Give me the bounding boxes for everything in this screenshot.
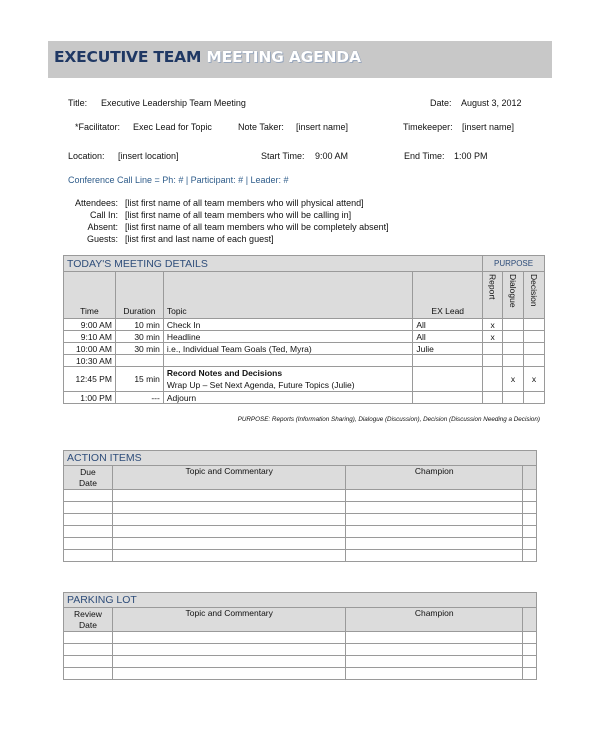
cell bbox=[523, 502, 537, 514]
row-time: 10:00 AM bbox=[64, 343, 116, 355]
cell[interactable] bbox=[346, 644, 523, 656]
col-report-label: Report bbox=[487, 274, 498, 300]
row-topic-line1: Record Notes and Decisions bbox=[166, 368, 283, 378]
cell bbox=[523, 514, 537, 526]
cell bbox=[523, 656, 537, 668]
title-value: Executive Leadership Team Meeting bbox=[101, 98, 246, 108]
cell[interactable] bbox=[346, 526, 523, 538]
cell[interactable] bbox=[112, 526, 346, 538]
row-time: 9:00 AM bbox=[64, 319, 116, 331]
table-row bbox=[64, 656, 537, 668]
row-dialogue: x bbox=[503, 367, 524, 392]
row-topic bbox=[163, 355, 413, 367]
col-lead: EX Lead bbox=[413, 272, 483, 319]
cell[interactable] bbox=[112, 644, 346, 656]
table-row bbox=[64, 668, 537, 680]
cell[interactable] bbox=[64, 550, 113, 562]
callin-value: [list first name of all team members who will be calling in] bbox=[125, 210, 352, 220]
cell bbox=[523, 490, 537, 502]
table-row bbox=[64, 514, 537, 526]
banner-title-part1: EXECUTIVE TEAM bbox=[54, 48, 207, 66]
row-topic: Check In bbox=[163, 319, 413, 331]
col-dialogue bbox=[503, 272, 524, 319]
col-date-label: Date bbox=[78, 477, 97, 488]
col-due-label: Due bbox=[80, 466, 96, 477]
row-lead: All bbox=[413, 319, 483, 331]
row-duration: 10 min bbox=[115, 319, 163, 331]
cell[interactable] bbox=[346, 632, 523, 644]
row-lead bbox=[413, 355, 483, 367]
row-time: 10:30 AM bbox=[64, 355, 116, 367]
table-row bbox=[64, 550, 537, 562]
action-items-heading: ACTION ITEMS bbox=[64, 451, 537, 466]
table-row bbox=[64, 367, 545, 392]
row-topic: Headline bbox=[163, 331, 413, 343]
cell[interactable] bbox=[64, 632, 113, 644]
table-row bbox=[64, 490, 537, 502]
col-date-label: Date bbox=[78, 619, 97, 630]
row-report bbox=[483, 367, 503, 392]
table-row bbox=[64, 355, 545, 367]
cell[interactable] bbox=[64, 490, 113, 502]
cell[interactable] bbox=[112, 668, 346, 680]
col-decision bbox=[524, 272, 545, 319]
col-review-date bbox=[64, 608, 113, 632]
row-time: 1:00 PM bbox=[64, 392, 116, 404]
cell[interactable] bbox=[112, 538, 346, 550]
row-dialogue bbox=[503, 392, 524, 404]
row-report bbox=[483, 343, 503, 355]
cell[interactable] bbox=[64, 656, 113, 668]
cell bbox=[523, 644, 537, 656]
guests-label: Guests: bbox=[86, 234, 118, 244]
cell[interactable] bbox=[112, 514, 346, 526]
attendees-value: [list first name of all team members who will physical attend] bbox=[125, 198, 364, 208]
table-row bbox=[64, 632, 537, 644]
row-duration: 30 min bbox=[115, 343, 163, 355]
cell[interactable] bbox=[346, 538, 523, 550]
callin-label: Call In: bbox=[89, 210, 118, 220]
row-lead: Julie bbox=[413, 343, 483, 355]
cell[interactable] bbox=[64, 526, 113, 538]
purpose-note: PURPOSE: Reports (Information Sharing), Dialogue (Discussion), Decision (Discussion Needing a Decision) bbox=[237, 416, 540, 423]
start-time-value: 9:00 AM bbox=[315, 151, 349, 161]
col-time: Time bbox=[64, 272, 116, 319]
notetaker-value: [insert name] bbox=[296, 122, 349, 132]
row-lead: All bbox=[413, 331, 483, 343]
col-duration: Duration bbox=[115, 272, 163, 319]
row-report bbox=[483, 355, 503, 367]
absent-label: Absent: bbox=[87, 222, 118, 232]
cell[interactable] bbox=[112, 632, 346, 644]
cell[interactable] bbox=[64, 514, 113, 526]
facilitator-label: *Facilitator: bbox=[75, 122, 121, 132]
row-duration: 30 min bbox=[115, 331, 163, 343]
banner-title bbox=[54, 48, 361, 66]
col-topic: Topic bbox=[163, 272, 413, 319]
row-decision bbox=[524, 392, 545, 404]
cell[interactable] bbox=[112, 502, 346, 514]
title-label: Title: bbox=[68, 98, 88, 108]
cell bbox=[523, 526, 537, 538]
col-report bbox=[483, 272, 503, 319]
row-dialogue bbox=[503, 343, 524, 355]
date-value: August 3, 2012 bbox=[461, 98, 522, 108]
row-duration: 15 min bbox=[115, 367, 163, 392]
row-decision bbox=[524, 343, 545, 355]
col-spacer bbox=[523, 466, 537, 490]
facilitator-value: Exec Lead for Topic bbox=[133, 122, 212, 132]
table-row bbox=[64, 319, 545, 331]
row-decision bbox=[524, 331, 545, 343]
cell bbox=[523, 668, 537, 680]
row-duration bbox=[115, 355, 163, 367]
purpose-heading: PURPOSE bbox=[483, 256, 545, 272]
cell[interactable] bbox=[346, 656, 523, 668]
cell[interactable] bbox=[346, 668, 523, 680]
row-report bbox=[483, 392, 503, 404]
row-lead bbox=[413, 367, 483, 392]
cell[interactable] bbox=[346, 514, 523, 526]
cell bbox=[523, 632, 537, 644]
table-row bbox=[64, 502, 537, 514]
table-row bbox=[64, 392, 545, 404]
attendees-label: Attendees: bbox=[74, 198, 118, 208]
start-time-label: Start Time: bbox=[261, 151, 305, 161]
col-topic-commentary: Topic and Commentary bbox=[112, 608, 346, 632]
banner-title-part2: MEETING AGENDA bbox=[206, 48, 361, 66]
col-dialogue-label: Dialogue bbox=[508, 274, 519, 308]
timekeeper-value: [insert name] bbox=[462, 122, 515, 132]
row-decision bbox=[524, 355, 545, 367]
col-champion: Champion bbox=[346, 466, 523, 490]
cell bbox=[523, 550, 537, 562]
cell[interactable] bbox=[112, 550, 346, 562]
row-topic: Adjourn bbox=[163, 392, 413, 404]
col-champion: Champion bbox=[346, 608, 523, 632]
cell[interactable] bbox=[346, 490, 523, 502]
row-time: 9:10 AM bbox=[64, 331, 116, 343]
row-decision bbox=[524, 319, 545, 331]
row-dialogue bbox=[503, 355, 524, 367]
row-lead bbox=[413, 392, 483, 404]
table-row bbox=[64, 331, 545, 343]
end-time-value: 1:00 PM bbox=[454, 151, 488, 161]
row-dialogue bbox=[503, 331, 524, 343]
parking-lot-heading: PARKING LOT bbox=[64, 593, 537, 608]
row-decision: x bbox=[524, 367, 545, 392]
col-due-date bbox=[64, 466, 113, 490]
notetaker-label: Note Taker: bbox=[238, 122, 284, 132]
row-report: x bbox=[483, 319, 503, 331]
cell[interactable] bbox=[112, 490, 346, 502]
location-value: [insert location] bbox=[118, 151, 179, 161]
meeting-details-table bbox=[63, 255, 545, 404]
guests-value: [list first and last name of each guest] bbox=[125, 234, 274, 244]
row-topic: i.e., Individual Team Goals (Ted, Myra) bbox=[163, 343, 413, 355]
row-topic bbox=[163, 367, 413, 392]
cell[interactable] bbox=[346, 550, 523, 562]
end-time-label: End Time: bbox=[404, 151, 445, 161]
timekeeper-label: Timekeeper: bbox=[403, 122, 453, 132]
col-review-label: Review bbox=[74, 608, 102, 619]
parking-lot-table bbox=[63, 592, 537, 680]
page-banner bbox=[48, 41, 552, 78]
row-time: 12:45 PM bbox=[64, 367, 116, 392]
row-duration: --- bbox=[115, 392, 163, 404]
row-dialogue bbox=[503, 319, 524, 331]
date-label: Date: bbox=[430, 98, 452, 108]
meeting-details-heading: TODAY'S MEETING DETAILS bbox=[64, 256, 483, 272]
table-row bbox=[64, 526, 537, 538]
table-row bbox=[64, 343, 545, 355]
col-spacer bbox=[523, 608, 537, 632]
table-row bbox=[64, 538, 537, 550]
cell[interactable] bbox=[64, 644, 113, 656]
table-row bbox=[64, 644, 537, 656]
absent-value: [list first name of all team members who will be completely absent] bbox=[125, 222, 389, 232]
row-report: x bbox=[483, 331, 503, 343]
conference-line: Conference Call Line = Ph: # | Participant: # | Leader: # bbox=[68, 175, 289, 185]
col-decision-label: Decision bbox=[529, 274, 539, 307]
cell[interactable] bbox=[64, 538, 113, 550]
cell[interactable] bbox=[64, 668, 113, 680]
location-label: Location: bbox=[68, 151, 105, 161]
col-topic-commentary: Topic and Commentary bbox=[112, 466, 346, 490]
cell[interactable] bbox=[346, 502, 523, 514]
cell[interactable] bbox=[64, 502, 113, 514]
action-items-table bbox=[63, 450, 537, 562]
row-topic-line2: Wrap Up – Set Next Agenda, Future Topics (Julie) bbox=[166, 380, 355, 390]
cell bbox=[523, 538, 537, 550]
cell[interactable] bbox=[112, 656, 346, 668]
